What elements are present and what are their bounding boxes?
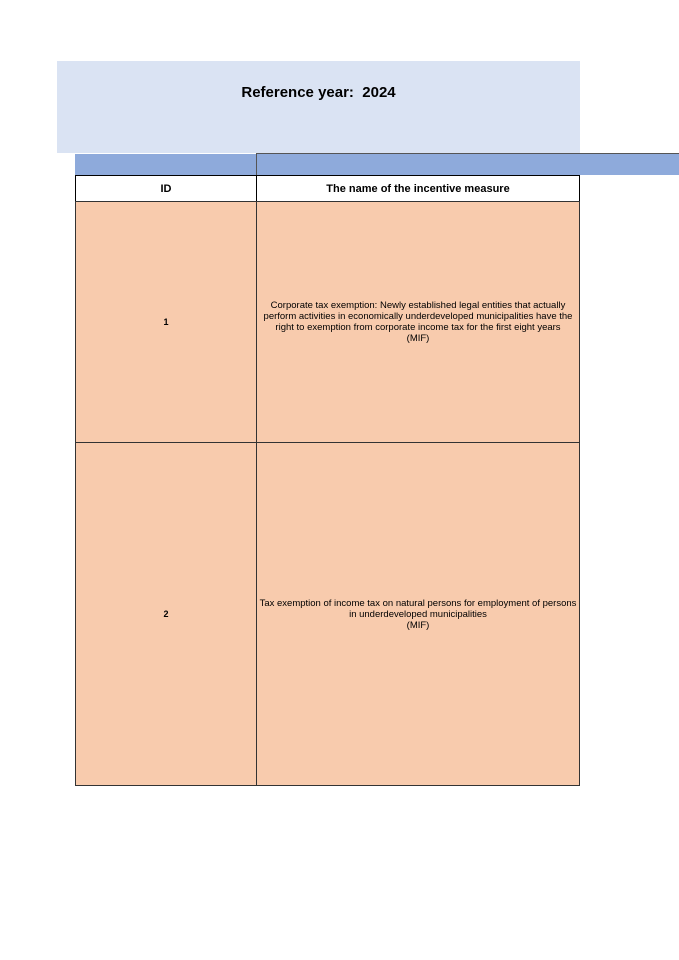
- incentive-measure-name: Corporate tax exemption: Newly established legal entities that actually perform activities in economically underdeveloped municipalities have the right to exemption from corporate income tax for the first eight years (MIF): [263, 300, 573, 344]
- incentive-measure-name: Tax exemption of income tax on natural persons for employment of persons in underdeveloped municipalities (MIF): [259, 597, 577, 631]
- row-id: 2: [163, 609, 169, 619]
- header-band-left: [75, 154, 256, 175]
- table-row-1-name-cell: [256, 201, 580, 443]
- column-header-id: ID: [75, 175, 257, 202]
- table-row-1-id-cell: [75, 201, 257, 443]
- row-id: 1: [163, 317, 169, 327]
- reference-year-title: Reference year: 2024: [241, 84, 396, 101]
- column-header-name: The name of the incentive measure: [256, 175, 580, 202]
- table-row-2-name-cell: [256, 442, 580, 786]
- table-row-2-id-cell: [75, 442, 257, 786]
- title-band: [57, 61, 580, 153]
- header-band-right: [256, 153, 679, 175]
